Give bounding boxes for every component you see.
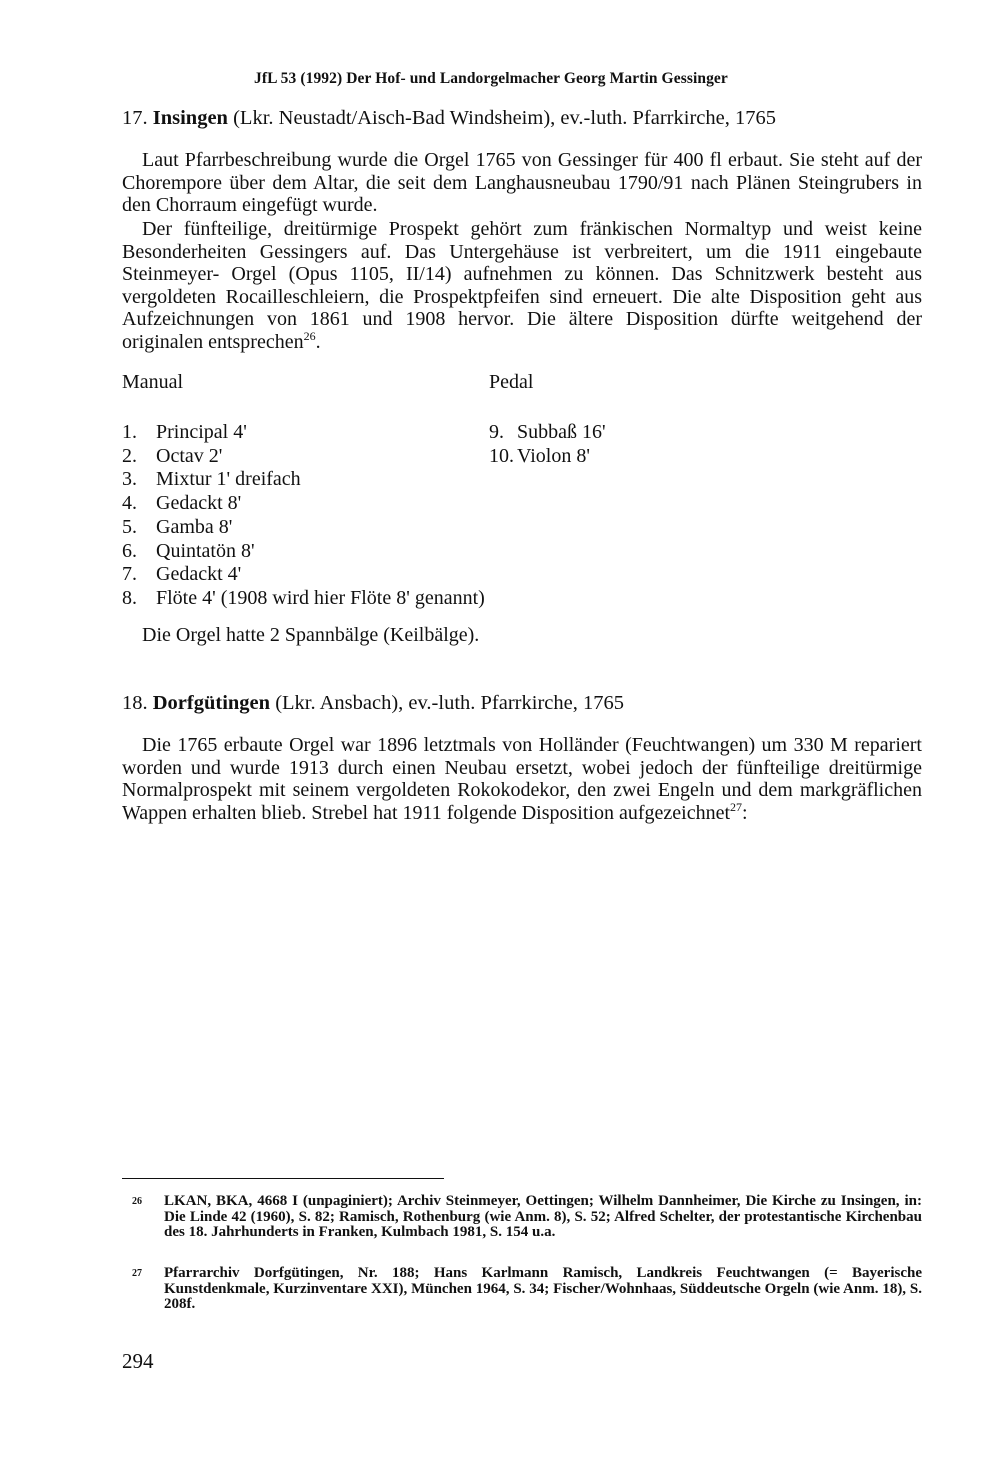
bellows-note: Die Orgel hatte 2 Spannbälge (Keilbälge). bbox=[142, 624, 480, 646]
page-number: 294 bbox=[122, 1349, 154, 1373]
section-details: (Lkr. Ansbach), ev.-luth. Pfarrkirche, 1765 bbox=[275, 692, 624, 714]
list-item: 10. Violon 8' bbox=[489, 444, 590, 467]
section-number: 18. bbox=[122, 692, 148, 714]
running-head: JfL 53 (1992) Der Hof- und Landorgelmacher Georg Martin Gessinger bbox=[254, 70, 728, 87]
footnote-mark: 27 bbox=[132, 1268, 142, 1279]
pedal-register-list bbox=[489, 421, 606, 468]
pedal-heading: Pedal bbox=[489, 371, 534, 393]
footnote-27 bbox=[132, 1266, 922, 1313]
footnote-divider bbox=[122, 1178, 444, 1179]
list-item: 1. Principal 4' bbox=[122, 421, 247, 443]
manual-register-list bbox=[122, 421, 485, 611]
list-item: 2. Octav 2' bbox=[122, 444, 223, 467]
paragraph-18-1: Die 1765 erbaute Orgel war 1896 letztmals von Holländer (Feuchtwangen) um 330 M repariert worden und wurde 1913 durch einen Neubau ersetzt, wobei jedoch der fünfteilige dreitürmige Normalprospekt mit seinem vergoldeten Rokokodekor, den zwei Engeln und dem markgräflichen Wappen erhalten blieb. Strebel hat 1911 folgende Disposition aufgezeichnet$^{27}$: bbox=[122, 734, 922, 824]
paragraph-17-2: Der fünfteilige, dreitürmige Prospekt gehört zum fränkischen Normaltyp und weist keine Besonderheiten Gessingers auf. Das Untergehäuse ist verbreitert, um die 1911 eingebaute Steinmeyer- Orgel (Opus 1105, II/14) aufnehmen zu können. Das Schnitzwerk besteht aus vergoldeten Rocailleschleiern, die Prospektpfeifen sind erneuert. Die alte Disposition geht aus Aufzeichnungen von 1861 und 1908 hervor. Die ältere Disposition dürfte weitgehend der originalen entsprechen$^{26}$. bbox=[122, 218, 922, 353]
list-item: 6. Quintatön 8' bbox=[122, 539, 255, 562]
paragraph-17-1: Laut Pfarrbeschreibung wurde die Orgel 1765 von Gessinger für 400 fl erbaut. Sie steht auf der Chorempore über dem Altar, die seit dem Langhausneubau 1790/91 nach Plänen Steingrubers in den Chorraum eingefügt wurde. bbox=[122, 149, 922, 217]
list-item: 5. Gamba 8' bbox=[122, 515, 233, 538]
section-title-17 bbox=[122, 107, 776, 130]
footnote-text: Pfarrarchiv Dorfgütingen, Nr. 188; Hans Karlmann Ramisch, Landkreis Feuchtwangen (= Bayerische Kunstdenkmale, Kurzinventare XXI), München 1964, S. 34; Fischer/Wohnhaas, Süddeutsche Orgeln (wie Anm. 18), S. 208f. bbox=[164, 1265, 922, 1313]
footnote-text: LKAN, BKA, 4668 I (unpaginiert); Archiv Steinmeyer, Oettingen; Wilhelm Dannheimer, Die Kirche zu Insingen, in: Die Linde 42 (1960), S. 82; Ramisch, Rothenburg (wie Anm. 8), S. 52; Alfred Schelter, der protestantische Kirchenbau des 18. Jahrhunderts in Franken, Kulmbach 1981, S. 154 u.a. bbox=[164, 1193, 922, 1241]
manual-heading: Manual bbox=[122, 371, 184, 393]
footnote-mark: 26 bbox=[132, 1196, 142, 1207]
section-place: Dorfgütingen bbox=[152, 692, 271, 714]
section-details: (Lkr. Neustadt/Aisch-Bad Windsheim), ev.-luth. Pfarrkirche, 1765 bbox=[233, 107, 776, 129]
section-number: 17. bbox=[122, 107, 148, 129]
footnote-26 bbox=[132, 1194, 922, 1241]
list-item: 8. Flöte 4' (1908 wird hier Flöte 8' genannt) bbox=[122, 586, 485, 609]
list-item: 7. Gedackt 4' bbox=[122, 563, 242, 586]
list-item: 4. Gedackt 8' bbox=[122, 492, 242, 515]
list-item: 9. Subbaß 16' bbox=[489, 421, 606, 443]
footnote-ref-27[interactable]: 27 bbox=[730, 799, 743, 814]
section-title-18 bbox=[122, 692, 624, 715]
footnote-ref-26[interactable]: 26 bbox=[303, 328, 316, 343]
section-place: Insingen bbox=[152, 107, 228, 129]
list-item: 3. Mixtur 1' dreifach bbox=[122, 468, 301, 491]
